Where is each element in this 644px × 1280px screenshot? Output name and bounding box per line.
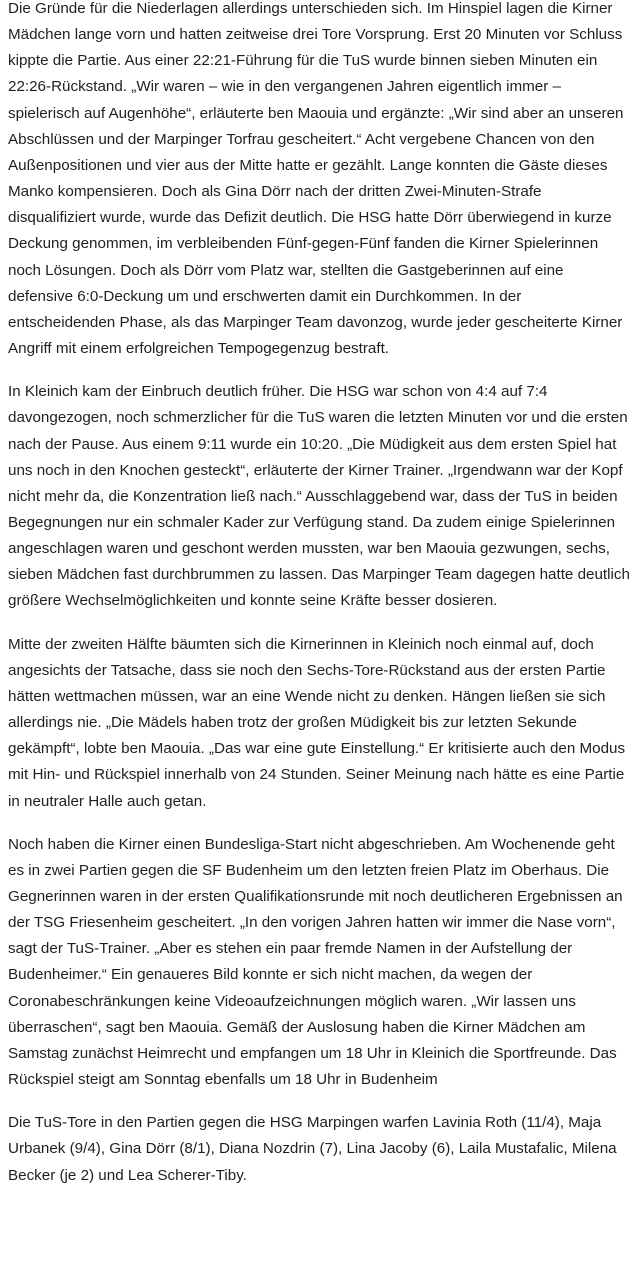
article-paragraph-3: Mitte der zweiten Hälfte bäumten sich die Kirnerinnen in Kleinich noch einmal auf, doch angesichts der Tatsache, dass sie noch den Sechs-Tore-Rückstand aus der ersten Partie hätten wettmachen müssen, war an eine Wende nicht zu denken. Hängen ließen sie sich allerdings nie. „Die Mädels haben trotz der großen Müdigkeit bis zur letzten Sekunde gekämpft“, lobte ben Maouia. „Das war eine gute Einstellung.“ Er kritisierte auch den Modus mit Hin- und Rückspiel innerhalb von 24 Stunden. Seiner Meinung nach hätte es eine Partie in neutraler Halle auch getan. bbox=[8, 635, 626, 810]
article-paragraph-5: Die TuS-Tore in den Partien gegen die HSG Marpingen warfen Lavinia Roth (11/4), Maja Urbanek (9/4), Gina Dörr (8/1), Diana Nozdrin (7), Lina Jacoby (6), Laila Mustafalic, Milena Becker (je 2) und Lea Scherer-Tiby. bbox=[8, 1114, 617, 1184]
article-paragraph-1: Die Gründe für die Niederlagen allerdings unterschieden sich. Im Hinspiel lagen die Kirner Mädchen lange vorn und hatten zeitweise drei Tore Vorsprung. Erst 20 Minuten vor Schluss kippte die Partie. Aus einer 22:21-Führung für die TuS wurde binnen sieben Minuten ein 22:26-Rückstand. „Wir waren – wie in den vergangenen Jahren eigentlich immer – spielerisch auf Augenhöhe“, erläuterte ben Maouia und ergänzte: „Wir sind aber an unseren Abschlüssen und der Marpinger Torfrau gescheitert.“ Acht vergebene Chancen von den Außenpositionen und vier aus der Mitte hatte er gezählt. Lange konnten die Gäste dieses Manko kompensieren. Doch als Gina Dörr nach der dritten Zwei-Minuten-Strafe disqualifiziert wurde, wurde das Defizit deutlich. Die HSG hatte Dörr überwiegend in kurze Deckung genommen, im verbleibenden Fünf-gegen-Fünf fanden die Kirner Spielerinnen noch Lösungen. Doch als Dörr vom Platz war, stellten die Gastgeberinnen auf eine defensive 6:0-Deckung um und erschwerten damit ein Durchkommen. In der entscheidenden Phase, als das Marpinger Team davonzog, wurde jeder gescheiterte Kirner Angriff mit einem erfolgreichen Tempogegenzug bestraft. bbox=[8, 0, 624, 358]
article-paragraph-2: In Kleinich kam der Einbruch deutlich früher. Die HSG war schon von 4:4 auf 7:4 davongezogen, noch schmerzlicher für die TuS waren die letzten Minuten vor und die ersten nach der Pause. Aus einem 9:11 wurde ein 10:20. „Die Müdigkeit aus dem ersten Spiel hat uns noch in den Knochen gesteckt“, erläuterte der Kirner Trainer. „Irgendwann war der Kopf nicht mehr da, die Konzentration ließ nach.“ Ausschlaggebend war, dass der TuS in beiden Begegnungen nur ein schmaler Kader zur Verfügung stand. Da zudem einige Spielerinnen angeschlagen waren und geschont werden mussten, war ben Maouia gezwungen, sechs, sieben Mädchen fast durchbrummen zu lassen. Das Marpinger Team dagegen hatte deutlich größere Wechselmöglichkeiten und konnte seine Kräfte besser dosieren. bbox=[8, 383, 630, 610]
article-paragraph-4: Noch haben die Kirner einen Bundesliga-Start nicht abgeschrieben. Am Wochenende geht es in zwei Partien gegen die SF Budenheim um den letzten freien Platz im Oberhaus. Die Gegnerinnen waren in der ersten Qualifikationsrunde mit noch deutlicheren Ergebnissen an der TSG Friesenheim gescheitert. „In den vorigen Jahren hatten wir immer die Nase vorn“, sagt der TuS-Trainer. „Aber es stehen ein paar fremde Namen in der Aufstellung der Budenheimer.“ Ein genaueres Bild konnte er sich nicht machen, da wegen der Coronabeschränkungen keine Videoaufzeichnungen möglich waren. „Wir lassen uns überraschen“, sagt ben Maouia. Gemäß der Auslosung haben die Kirner Mädchen am Samstag zunächst Heimrecht und empfangen um 18 Uhr in Kleinich die Sportfreunde. Das Rückspiel steigt am Sonntag ebenfalls um 18 Uhr in Budenheim bbox=[8, 835, 623, 1089]
